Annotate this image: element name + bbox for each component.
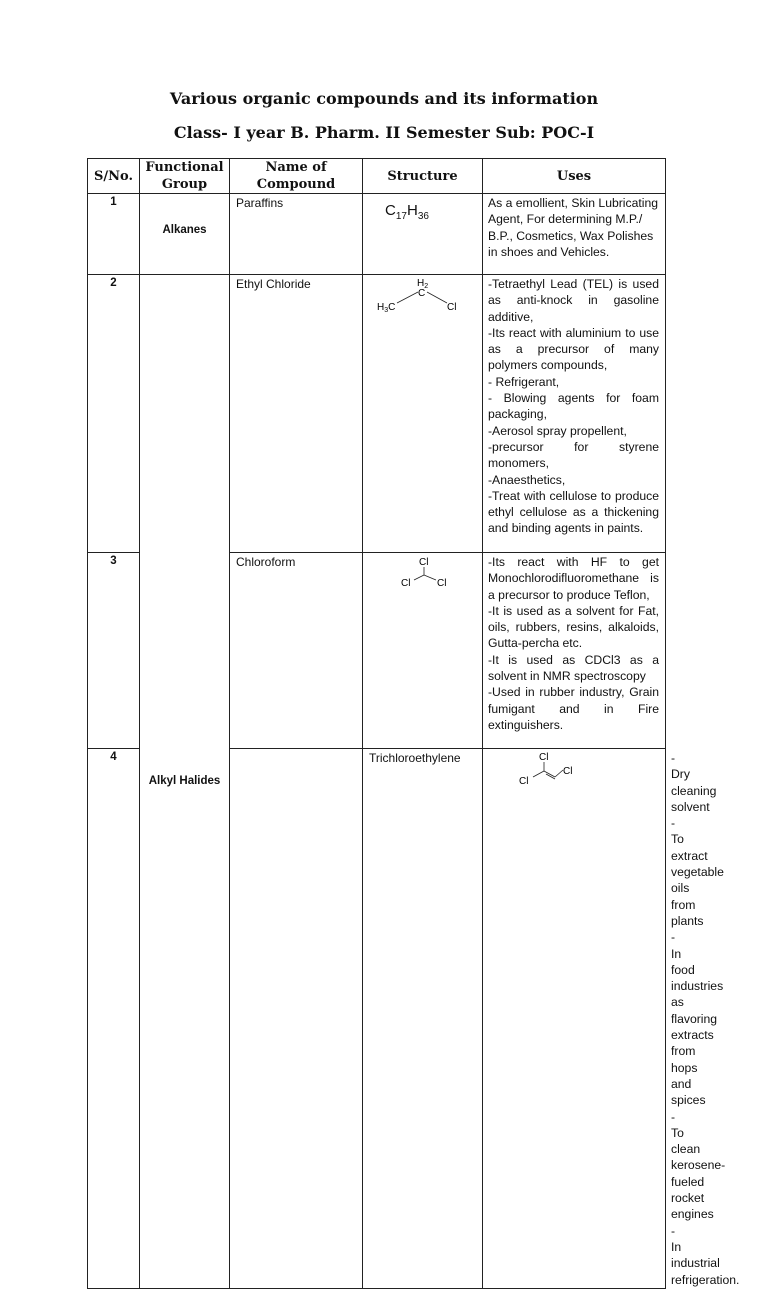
table-row	[88, 275, 666, 553]
uses-cell	[483, 194, 666, 275]
use-item: - Refrigerant,	[488, 374, 560, 389]
label-cl-left: Cl	[401, 578, 411, 589]
compound-name: Trichloroethylene	[363, 749, 483, 1289]
bond-line	[555, 770, 563, 777]
bond-line	[424, 575, 436, 580]
uses-cell	[483, 275, 666, 553]
document-subtitle: Class- I year B. Pharm. II Semester Sub: POC-I	[173, 123, 595, 142]
use-item: -Aerosol spray propellent,	[488, 423, 627, 438]
structure-chloroform	[363, 553, 483, 749]
label-c: C	[418, 288, 426, 299]
compound-name: Ethyl Chloride	[230, 275, 363, 553]
use-item: -Used in rubber industry, Grain fumigant and in Fire extinguishers.	[488, 685, 659, 732]
header-name-of-compound: Name of Compound	[230, 159, 363, 194]
use-item: -Its react with aluminium to use as a precursor of many polymers compounds,	[488, 325, 659, 373]
molecular-formula: $C_{17}H_{36}$	[385, 202, 429, 222]
use-item: -Tetraethyl Lead (TEL) is used as anti-knock in gasoline additive,	[488, 277, 659, 324]
table-row	[88, 194, 666, 275]
label-cl: Cl	[447, 302, 457, 313]
uses-cell	[483, 553, 666, 749]
compound-name: Paraffins	[230, 194, 363, 275]
ethyl-chloride-structure-svg	[363, 275, 483, 325]
label-cl-right: Cl	[437, 578, 447, 589]
functional-group-alkanes: Alkanes	[140, 194, 230, 275]
bond-line	[427, 292, 447, 303]
row-sno: 4	[88, 749, 140, 1289]
structure-paraffins	[363, 194, 483, 275]
label-cl-left: Cl	[519, 776, 529, 787]
row-sno: 2	[88, 275, 140, 553]
bond-line	[397, 292, 418, 303]
row-sno: 3	[88, 553, 140, 749]
header-functional-group: Functional Group	[140, 159, 230, 194]
use-item: -Treat with cellulose to produce ethyl cellulose as a thickening and binding agents in paints.	[488, 488, 659, 536]
label-h2: $H_2$	[417, 278, 429, 290]
use-item: - Blowing agents for foam packaging,	[488, 391, 659, 422]
use-item: -Its react with HF to get Monochlorodifluoromethane is a precursor to produce Teflon,	[488, 555, 659, 602]
chloroform-structure-svg	[363, 553, 483, 593]
header-sno: S/No.	[88, 159, 140, 194]
document-title: Various organic compounds and its information	[169, 89, 599, 108]
label-cl-right: Cl	[563, 766, 573, 777]
functional-group-alkyl-halides: Alkyl Halides	[140, 275, 230, 1289]
label-cl-top: Cl	[419, 557, 429, 568]
use-item: As a emollient, Skin Lubricating Agent, For determining M.P./ B.P., Cosmetics, Wax Polishes in shoes and Vehicles.	[488, 196, 659, 259]
use-item: -It is used as CDCl3 as a solvent in NMR spectroscopy	[488, 652, 659, 684]
trichloroethylene-structure-svg	[483, 749, 603, 789]
use-item: -precursor for styrene monomers,	[488, 439, 659, 471]
table-header-row	[88, 159, 666, 194]
use-item: -It is used as a solvent for Fat, oils, rubbers, resins, alkaloids, Gutta-percha etc.	[488, 603, 659, 651]
table-row: 4 Trichloroethylene Cl Cl Cl -Dry cleaning solvent -To extract vegetable oils from plants -In food industries as flavoring extracts from hops and spices -To clean kerosene- fueled rocket engines -In industrial refrigeration.	[88, 749, 666, 1289]
structure-ethyl-chloride	[363, 275, 483, 553]
use-item: -Anaesthetics,	[488, 472, 566, 487]
header-structure: Structure	[363, 159, 483, 194]
structure-trichloroethylene	[483, 749, 666, 1289]
header-uses: Uses	[483, 159, 666, 194]
bond-line	[414, 575, 424, 580]
compounds-table	[87, 158, 740, 1289]
functional-group-empty	[230, 749, 363, 1289]
label-cl-top: Cl	[539, 752, 549, 763]
row-sno: 1	[88, 194, 140, 275]
bond-line	[533, 771, 544, 777]
label-h3c: $H_3C$	[377, 302, 396, 314]
compound-name: Chloroform	[230, 553, 363, 749]
